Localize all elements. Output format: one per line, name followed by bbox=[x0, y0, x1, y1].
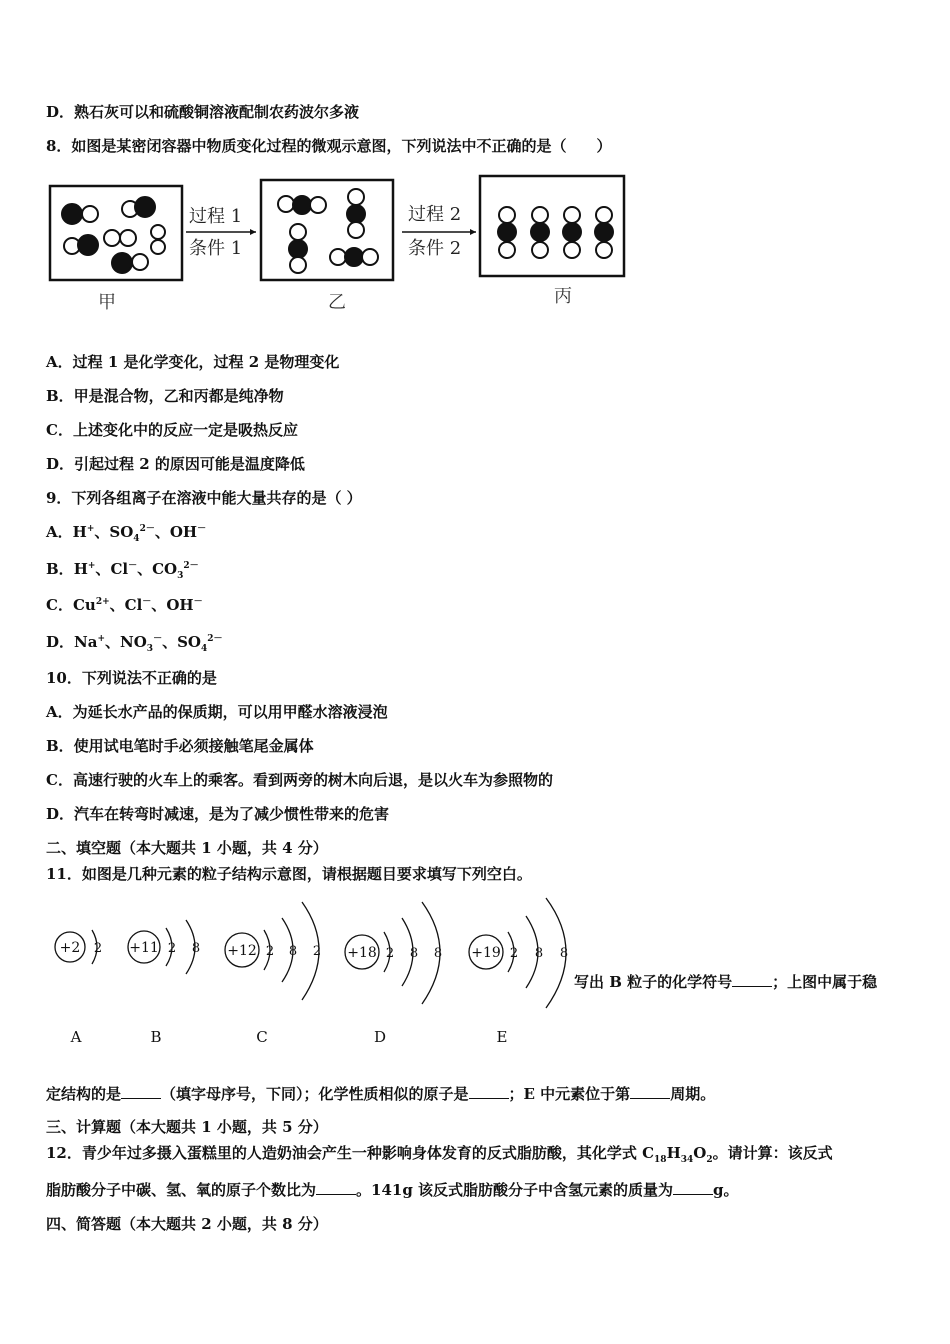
svg-text:2: 2 bbox=[93, 941, 103, 956]
svg-text:2: 2 bbox=[312, 944, 322, 959]
q11-blank-4[interactable] bbox=[630, 1084, 670, 1099]
q9-option-c: C．$Cu^{2+}$、Cl－、OH－ bbox=[46, 596, 203, 614]
label-jia: 甲 bbox=[98, 292, 116, 313]
q11-blank-2[interactable] bbox=[121, 1084, 161, 1099]
q8-option-a: A．过程 1 是化学变化，过程 2 是物理变化 bbox=[46, 353, 340, 371]
atom-e bbox=[469, 898, 568, 1046]
q10-option-b: B．使用试电笔时手必须接触笔尾金属体 bbox=[46, 737, 314, 755]
q10-stem: 10．下列说法不正确的是 bbox=[46, 669, 217, 687]
svg-text:+12: +12 bbox=[227, 943, 257, 959]
process1-label: 过程 1 bbox=[189, 206, 243, 227]
svg-text:2: 2 bbox=[385, 946, 395, 961]
svg-text:2: 2 bbox=[167, 941, 177, 956]
section-4-heading: 四、简答题（本大题共 2 小题，共 8 分） bbox=[46, 1215, 328, 1233]
q11-blank-3[interactable] bbox=[469, 1084, 509, 1099]
bing-molecule-1 bbox=[497, 207, 517, 258]
svg-text:8: 8 bbox=[288, 944, 298, 959]
atom-a bbox=[55, 930, 102, 1046]
atom-c bbox=[225, 902, 321, 1046]
q10-option-d: D．汽车在转弯时减速，是为了减少惯性带来的危害 bbox=[46, 805, 390, 823]
svg-text:8: 8 bbox=[191, 941, 201, 956]
svg-text:E: E bbox=[496, 1028, 508, 1046]
q9-option-b: B．H+、Cl－、$CO_3^{2-}$ bbox=[46, 560, 199, 581]
q7-option-d: D．熟石灰可以和硫酸铜溶液配制农药波尔多液 bbox=[46, 103, 360, 121]
condition2-label: 条件 2 bbox=[408, 238, 462, 259]
svg-text:2: 2 bbox=[265, 944, 275, 959]
bing-molecule-2 bbox=[530, 207, 550, 258]
svg-text:8: 8 bbox=[433, 946, 443, 961]
q11-blank-1[interactable] bbox=[732, 972, 772, 987]
q11-side-text: 写出 B 粒子的化学符号 ；上图中属于稳 bbox=[574, 973, 878, 991]
q8-option-c: C．上述变化中的反应一定是吸热反应 bbox=[46, 421, 298, 439]
q8-option-b: B．甲是混合物，乙和丙都是纯净物 bbox=[46, 387, 284, 405]
q9-stem: 9．下列各组离子在溶液中能大量共存的是（ ） bbox=[46, 489, 362, 507]
bing-molecule-3 bbox=[562, 207, 582, 258]
atom-b bbox=[128, 920, 200, 1046]
svg-text:8: 8 bbox=[559, 946, 569, 961]
label-yi: 乙 bbox=[328, 292, 346, 313]
svg-text:+2: +2 bbox=[59, 940, 81, 956]
q10-option-a: A．为延长水产品的保质期，可以用甲醛水溶液浸泡 bbox=[46, 703, 388, 721]
section-3-heading: 三、计算题（本大题共 1 小题，共 5 分） bbox=[46, 1118, 328, 1136]
atom-d bbox=[345, 902, 442, 1046]
q10-option-c: C．高速行驶的火车上的乘客。看到两旁的树木向后退，是以火车为参照物的 bbox=[46, 771, 553, 789]
q9-option-a: A．H+、$SO_4^{2-}$、OH－ bbox=[46, 523, 207, 544]
svg-text:8: 8 bbox=[534, 946, 544, 961]
q12-stem: 12．青少年过多摄入蛋糕里的人造奶油会产生一种影响身体发育的反式脂肪酸，其化学式 $C_{18}H_{34}O_2$。请计算：该反式 bbox=[46, 1144, 833, 1165]
svg-text:B: B bbox=[150, 1028, 162, 1046]
condition1-label: 条件 1 bbox=[189, 238, 243, 259]
q11-stem: 11．如图是几种元素的粒子结构示意图，请根据题目要求填写下列空白。 bbox=[46, 865, 532, 883]
q8-option-d: D．引起过程 2 的原因可能是温度降低 bbox=[46, 455, 305, 473]
svg-text:+18: +18 bbox=[347, 945, 377, 961]
svg-text:+19: +19 bbox=[471, 945, 501, 961]
svg-text:D: D bbox=[373, 1028, 387, 1046]
svg-text:C: C bbox=[256, 1028, 268, 1046]
q11-atom-diagrams bbox=[46, 890, 576, 1050]
section-2-heading: 二、填空题（本大题共 1 小题，共 4 分） bbox=[46, 839, 328, 857]
svg-text:8: 8 bbox=[409, 946, 419, 961]
process2-label: 过程 2 bbox=[408, 204, 462, 225]
q8-stem: 8．如图是某密闭容器中物质变化过程的微观示意图，下列说法中不正确的是（ ） bbox=[46, 137, 612, 155]
bing-molecule-4 bbox=[594, 207, 614, 258]
label-bing: 丙 bbox=[554, 286, 572, 307]
svg-text:A: A bbox=[70, 1028, 82, 1046]
q12-blank-1[interactable] bbox=[316, 1180, 356, 1195]
q8-molecule-diagram bbox=[46, 170, 636, 318]
svg-text:+11: +11 bbox=[129, 940, 159, 956]
q12-blank-2[interactable] bbox=[673, 1180, 713, 1195]
svg-text:2: 2 bbox=[509, 946, 519, 961]
q12-line2: 脂肪酸分子中碳、氢、氧的原子个数比为 。141g 该反式脂肪酸分子中含氢元素的质量为 g。 bbox=[46, 1181, 739, 1199]
q11-line2: 定结构的是 （填字母序号，下同）；化学性质相似的原子是 ；E 中元素位于第 周期。 bbox=[46, 1085, 716, 1103]
q9-option-d: D．Na+、$NO_3^-$、$SO_4^{2-}$ bbox=[46, 633, 223, 654]
